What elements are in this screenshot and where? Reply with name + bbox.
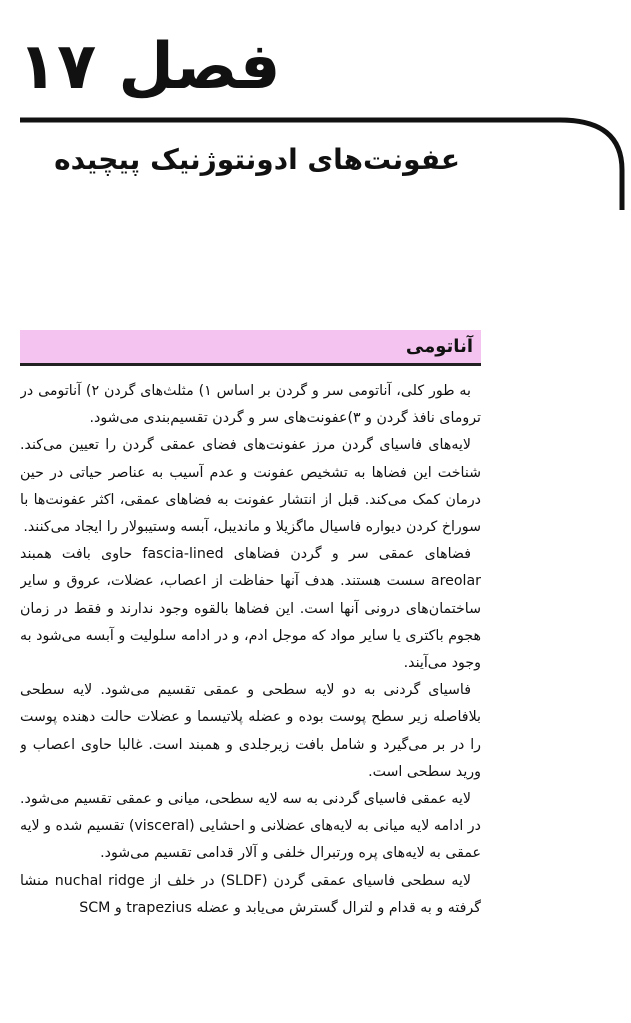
- paragraph: فاسیای گردنی به دو لایه سطحی و عمقی تقسیم می‌شود. لایه سطحی بلافاصله زیر سطح پوست بوده و عضله پلاتیسما و عضلات حالت دهنده پوست را در بر می‌گیرد و شامل بافت زیرجلدی و همبند است. غالبا حاوی اعصاب و ورید سطحی است.: [20, 682, 481, 780]
- section-title: آناتومی: [405, 336, 473, 357]
- chapter-title: عفونت‌های ادونتوژنیک پیچیده: [54, 143, 460, 176]
- paragraph: لایه سطحی فاسیای عمقی گردن (SLDF) در خلف از nuchal ridge منشا گرفته و به قدام و لترال گسترش می‌یابد و عضله trapezius و SCM: [20, 872, 481, 916]
- paragraph: لایه‌های فاسیای گردن مرز عفونت‌های فضای عمقی گردن را تعیین می‌کند. شناخت این فضاها به تشخیص عفونت و عدم آسیب به عناصر حیاتی در حین درمان کمک می‌کند. قبل از انتشار عفونت به فضاهای عمقی، اکثر عفونت‌ها با سوراخ کردن دیواره فاسیال ماگزیلا و ماندیبل، آبسه وستیبولار را ایجاد می‌کنند.: [20, 437, 481, 536]
- paragraph: به طور کلی، آناتومی سر و گردن بر اساس ۱) مثلث‌های گردن ۲) آناتومی در ترومای نافذ گردن و ۳)عفونت‌های سر و گردن تقسیم‌بندی می‌شود.: [20, 383, 481, 427]
- paragraph: لایه عمقی فاسیای گردنی به سه لایه سطحی، میانی و عمقی تقسیم می‌شود. در ادامه لایه میانی به لایه‌های عضلانی و احشایی (visceral) تقسیم شده و لایه عمقی به لایه‌های پره ورتبرال خلفی و آلار قدامی تقسیم می‌شود.: [20, 791, 481, 862]
- section-band: [20, 330, 481, 366]
- paragraph: فضاهای عمقی سر و گردن فضاهای fascia-lined حاوی بافت همبند areolar سست هستند. هدف آنها حفاظت از اعصاب، عضلات، عروق و سایر ساختمان‌های درونی آنها است. این فضاها بالقوه وجود ندارند و فقط در زمان هجوم باکتری یا سایر مواد که موجل ادم، و در ادامه سلولیت و آبسه می‌شود به وجود می‌آیند.: [20, 546, 481, 672]
- body-text: [20, 378, 481, 1018]
- chapter-number: فصل ۱۷: [18, 30, 281, 104]
